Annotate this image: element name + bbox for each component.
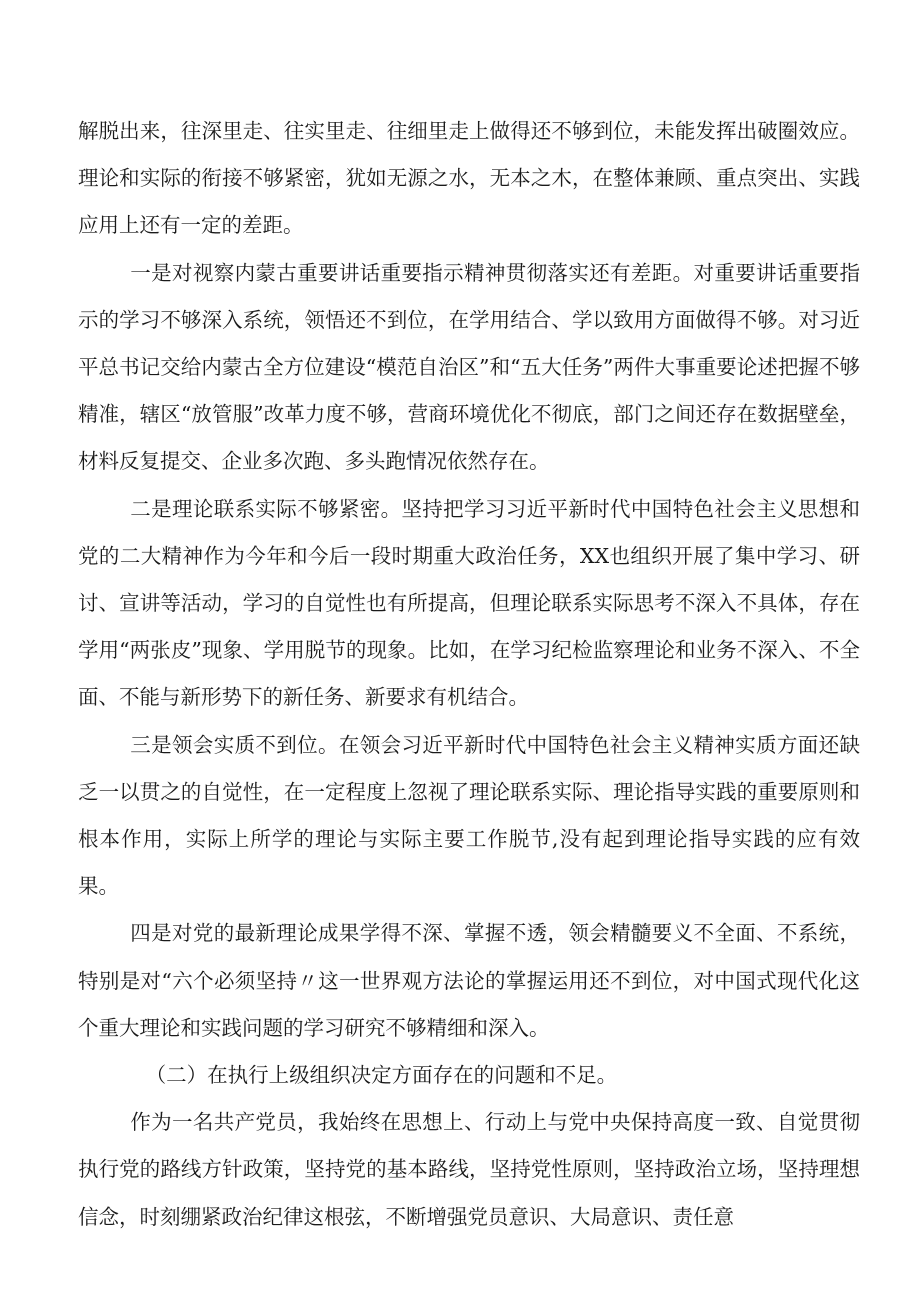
paragraph-section-body: 作为一名共产党员，我始终在思想上、行动上与党中央保持高度一致、自觉贯彻执行党的路线方针政策，坚持党的基本路线，坚持党性原则，坚持政治立场，坚持理想信念，时刻绷紧政治纪律这根弦，不断增强党员意识、大局意识、责任意 [78,1110,860,1229]
paragraph-point-four: 四是对党的最新理论成果学得不深、掌握不透，领会精髓要义不全面、不系统，特别是对“六个必须坚持〃这一世界观方法论的掌握运用还不到位，对中国式现代化这个重大理论和实践问题的学习研究不够精细和深入。 [78,921,860,1040]
section-heading: （二）在执行上级组织决定方面存在的问题和不足。 [145,1063,618,1088]
paragraph-point-three: 三是领会实质不到位。在领会习近平新时代中国特色社会主义精神实质方面还缺乏一以贯之的自觉性，在一定程度上忽视了理论联系实际、理论指导实践的重要原则和根本作用，实际上所学的理论与实际主要工作脱节,没有起到理论指导实践的应有效果。 [78,732,860,899]
paragraph-point-one: 一是对视察内蒙古重要讲话重要指示精神贯彻落实还有差距。对重要讲话重要指示的学习不够深入系统，领悟还不到位，在学用结合、学以致用方面做得不够。对习近平总书记交给内蒙古全方位建设“模范自治区”和“五大任务”两件大事重要论述把握不够精准，辖区“放管服”改革力度不够，营商环境优化不彻底，部门之间还存在数据壁垒，材料反复提交、企业多次跑、多头跑情况依然存在。 [78,260,860,474]
paragraph-point-two: 二是理论联系实际不够紧密。坚持把学习习近平新时代中国特色社会主义思想和党的二大精神作为今年和今后一段时期重大政治任务，XX也组织开展了集中学习、研讨、宣讲等活动，学习的自觉性也有所提高，但理论联系实际思考不深入不具体，存在学用“两张皮”现象、学用脱节的现象。比如，在学习纪检监察理论和业务不深入、不全面、不能与新形势下的新任务、新要求有机结合。 [78,496,860,710]
document-body [78,108,860,1241]
paragraph-continuation: 解脱出来，往深里走、往实里走、往细里走上做得还不够到位，未能发挥出破圈效应。理论和实际的衔接不够紧密，犹如无源之水，无本之木，在整体兼顾、重点突出、实践应用上还有一定的差距。 [78,119,860,238]
